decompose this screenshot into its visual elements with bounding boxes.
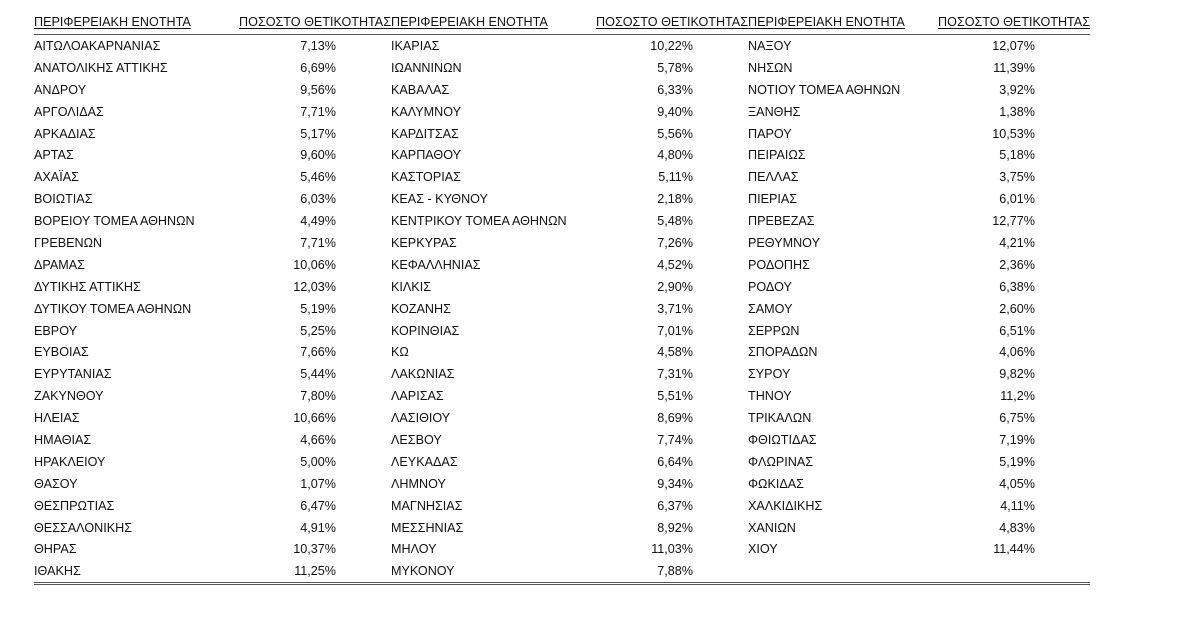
- regional-unit-cell: ΠΕΛΛΑΣ: [748, 170, 799, 185]
- table-row: [34, 101, 1090, 123]
- regional-unit-cell: ΛΑΡΙΣΑΣ: [391, 389, 444, 404]
- regional-unit-cell: ΚΑΡΔΙΤΣΑΣ: [391, 126, 459, 141]
- positivity-rate-cell: 4,58%: [657, 345, 693, 360]
- positivity-rate-cell: 6,38%: [999, 279, 1035, 294]
- positivity-rate-cell: 6,37%: [657, 498, 693, 513]
- positivity-rate-cell: 2,90%: [657, 279, 693, 294]
- positivity-rate-cell: 1,07%: [300, 476, 336, 491]
- regional-unit-cell: ΘΗΡΑΣ: [34, 542, 77, 557]
- table-row: [34, 35, 1090, 57]
- regional-unit-cell: ΘΑΣΟΥ: [34, 476, 78, 491]
- regional-unit-cell: ΣΠΟΡΑΔΩΝ: [748, 345, 818, 360]
- regional-unit-cell: ΔΥΤΙΚΟΥ ΤΟΜΕΑ ΑΘΗΝΩΝ: [34, 301, 192, 316]
- positivity-rate-cell: 2,36%: [999, 257, 1035, 272]
- positivity-rate-cell: 7,71%: [300, 104, 336, 119]
- positivity-rate-cell: 9,56%: [300, 82, 336, 97]
- regional-unit-cell: ΞΑΝΘΗΣ: [748, 104, 801, 119]
- positivity-rate-cell: 4,11%: [1000, 498, 1035, 513]
- table-row: [34, 188, 1090, 210]
- regional-unit-cell: ΑΡΚΑΔΙΑΣ: [34, 126, 96, 141]
- positivity-rate-cell: 10,22%: [650, 38, 693, 53]
- table-row: [34, 473, 1090, 495]
- regional-unit-cell: ΡΟΔΟΠΗΣ: [748, 257, 810, 272]
- regional-unit-cell: ΒΟΡΕΙΟΥ ΤΟΜΕΑ ΑΘΗΝΩΝ: [34, 214, 195, 229]
- positivity-rate-cell: 4,06%: [999, 345, 1035, 360]
- regional-unit-cell: ΑΝΑΤΟΛΙΚΗΣ ΑΤΤΙΚΗΣ: [34, 60, 168, 75]
- positivity-rate-cell: 8,92%: [657, 520, 693, 535]
- table-row: [34, 407, 1090, 429]
- table-row: [34, 254, 1090, 276]
- positivity-rate-cell: 7,66%: [300, 345, 336, 360]
- regional-unit-cell: ΑΡΤΑΣ: [34, 148, 74, 163]
- regional-unit-cell: ΛΑΣΙΘΙΟΥ: [391, 411, 451, 426]
- table-row: [34, 320, 1090, 342]
- positivity-rate-cell: 4,91%: [300, 520, 336, 535]
- positivity-rate-cell: 7,71%: [300, 235, 336, 250]
- positivity-rate-cell: 4,80%: [657, 148, 693, 163]
- positivity-rate-cell: 3,92%: [999, 82, 1035, 97]
- positivity-rate-cell: 9,82%: [999, 367, 1035, 382]
- positivity-rate-cell: 11,39%: [993, 60, 1035, 75]
- positivity-rate-cell: 7,26%: [657, 235, 693, 250]
- regional-unit-cell: ΛΗΜΝΟΥ: [391, 476, 446, 491]
- regional-unit-cell: ΦΘΙΩΤΙΔΑΣ: [748, 432, 817, 447]
- positivity-rate-cell: 5,25%: [300, 323, 336, 338]
- regional-unit-cell: ΜΕΣΣΗΝΙΑΣ: [391, 520, 464, 535]
- regional-unit-cell: ΚΑΣΤΟΡΙΑΣ: [391, 170, 461, 185]
- positivity-rate-cell: 11,2%: [1000, 389, 1035, 404]
- table-row: [34, 560, 1090, 583]
- regional-unit-cell: ΘΕΣΠΡΩΤΙΑΣ: [34, 498, 115, 513]
- positivity-rate-cell: 3,75%: [999, 170, 1035, 185]
- regional-unit-cell: ΚΕΡΚΥΡΑΣ: [391, 235, 457, 250]
- positivity-rate-cell: [928, 560, 1090, 583]
- regional-unit-cell: ΝΟΤΙΟΥ ΤΟΜΕΑ ΑΘΗΝΩΝ: [748, 82, 901, 97]
- table-row: [34, 495, 1090, 517]
- positivity-rate-cell: 7,01%: [657, 323, 693, 338]
- positivity-rate-cell: 5,00%: [300, 454, 336, 469]
- header-regional-unit: ΠΕΡΙΦΕΡΕΙΑΚΗ ΕΝΟΤΗΤΑ: [34, 12, 234, 35]
- regional-unit-cell: ΗΜΑΘΙΑΣ: [34, 432, 92, 447]
- table-row: [34, 210, 1090, 232]
- positivity-rate-cell: 10,66%: [293, 411, 336, 426]
- regional-unit-cell: ΙΘΑΚΗΣ: [34, 560, 234, 583]
- regional-unit-cell: ΛΑΚΩΝΙΑΣ: [391, 367, 455, 382]
- positivity-rate-cell: 7,31%: [657, 367, 693, 382]
- table-row: [34, 276, 1090, 298]
- positivity-rate-cell: 4,66%: [300, 432, 336, 447]
- regional-unit-cell: ΚΩ: [391, 345, 409, 360]
- regional-unit-cell: ΜΑΓΝΗΣΙΑΣ: [391, 498, 463, 513]
- header-regional-unit: ΠΕΡΙΦΕΡΕΙΑΚΗ ΕΝΟΤΗΤΑ: [748, 12, 928, 35]
- positivity-rate-cell: 2,18%: [657, 192, 693, 207]
- regional-unit-cell: ΠΡΕΒΕΖΑΣ: [748, 214, 815, 229]
- header-positivity-rate: ΠΟΣΟΣΤΟ ΘΕΤΙΚΟΤΗΤΑΣ: [234, 12, 391, 35]
- header-positivity-rate: ΠΟΣΟΣΤΟ ΘΕΤΙΚΟΤΗΤΑΣ: [928, 12, 1090, 35]
- table-row: [34, 123, 1090, 145]
- positivity-rate-cell: 6,03%: [300, 192, 336, 207]
- positivity-rate-cell: 6,75%: [999, 411, 1035, 426]
- regional-unit-cell: ΡΕΘΥΜΝΟΥ: [748, 235, 820, 250]
- regional-unit-cell: ΖΑΚΥΝΘΟΥ: [34, 389, 104, 404]
- regional-unit-cell: ΣΑΜΟΥ: [748, 301, 793, 316]
- table-row: [34, 538, 1090, 560]
- regional-unit-cell: ΧΙΟΥ: [748, 542, 778, 557]
- positivity-rate-cell: 12,07%: [992, 38, 1035, 53]
- table-row: [34, 341, 1090, 363]
- regional-unit-cell: ΔΥΤΙΚΗΣ ΑΤΤΙΚΗΣ: [34, 279, 141, 294]
- regional-unit-cell: ΚΑΛΥΜΝΟΥ: [391, 104, 462, 119]
- table-header: [34, 12, 1090, 35]
- positivity-rate-cell: 10,06%: [293, 257, 336, 272]
- regional-unit-cell: ΚΕΑΣ - ΚΥΘΝΟΥ: [391, 192, 488, 207]
- regional-unit-cell: ΚΑΒΑΛΑΣ: [391, 82, 450, 97]
- regional-unit-cell: ΔΡΑΜΑΣ: [34, 257, 85, 272]
- regional-unit-cell: ΡΟΔΟΥ: [748, 279, 792, 294]
- positivity-rate-cell: 7,19%: [999, 432, 1035, 447]
- positivity-rate-cell: 8,69%: [657, 411, 693, 426]
- header-regional-unit: ΠΕΡΙΦΕΡΕΙΑΚΗ ΕΝΟΤΗΤΑ: [391, 12, 591, 35]
- positivity-rate-cell: 9,60%: [300, 148, 336, 163]
- regional-unit-cell: ΚΕΦΑΛΛΗΝΙΑΣ: [391, 257, 481, 272]
- positivity-rate-cell: 4,21%: [999, 235, 1035, 250]
- regional-unit-cell: ΕΥΒΟΙΑΣ: [34, 345, 89, 360]
- regional-unit-cell: ΛΕΣΒΟΥ: [391, 432, 442, 447]
- regional-unit-cell: ΜΥΚΟΝΟΥ: [391, 560, 591, 583]
- table-row: [34, 57, 1090, 79]
- regional-unit-cell: ΚΕΝΤΡΙΚΟΥ ΤΟΜΕΑ ΑΘΗΝΩΝ: [391, 214, 567, 229]
- positivity-rate-cell: 4,49%: [300, 214, 336, 229]
- positivity-rate-cell: 7,13%: [300, 38, 336, 53]
- regional-unit-cell: ΚΑΡΠΑΘΟΥ: [391, 148, 462, 163]
- regional-unit-cell: ΕΒΡΟΥ: [34, 323, 77, 338]
- positivity-rate-cell: 5,51%: [657, 389, 693, 404]
- positivity-rate-cell: 11,25%: [234, 560, 391, 583]
- positivity-rate-cell: 5,48%: [657, 214, 693, 229]
- positivity-rate-cell: 6,47%: [300, 498, 336, 513]
- positivity-rate-cell: 4,52%: [657, 257, 693, 272]
- regional-unit-cell: ΑΙΤΩΛΟΑΚΑΡΝΑΝΙΑΣ: [34, 38, 161, 53]
- table-row: [34, 363, 1090, 385]
- regional-unit-cell: ΤΗΝΟΥ: [748, 389, 792, 404]
- regional-unit-cell: ΜΗΛΟΥ: [391, 542, 437, 557]
- table-row: [34, 144, 1090, 166]
- positivity-rate-cell: 4,83%: [999, 520, 1035, 535]
- regional-unit-cell: ΣΕΡΡΩΝ: [748, 323, 800, 338]
- regional-unit-cell: ΧΑΛΚΙΔΙΚΗΣ: [748, 498, 823, 513]
- positivity-rate-cell: 9,34%: [657, 476, 693, 491]
- regional-unit-cell: ΑΧΑΪΑΣ: [34, 170, 79, 185]
- header-positivity-rate: ΠΟΣΟΣΤΟ ΘΕΤΙΚΟΤΗΤΑΣ: [591, 12, 748, 35]
- positivity-rate-cell: 7,80%: [300, 389, 336, 404]
- regional-unit-cell: [748, 560, 928, 583]
- regional-unit-cell: ΚΟΖΑΝΗΣ: [391, 301, 451, 316]
- positivity-rate-cell: 9,40%: [657, 104, 693, 119]
- table-row: [34, 429, 1090, 451]
- positivity-rate-cell: 11,03%: [651, 542, 693, 557]
- positivity-rate-cell: 5,56%: [657, 126, 693, 141]
- regional-unit-cell: ΠΑΡΟΥ: [748, 126, 792, 141]
- regional-unit-cell: ΛΕΥΚΑΔΑΣ: [391, 454, 458, 469]
- regional-unit-cell: ΕΥΡΥΤΑΝΙΑΣ: [34, 367, 112, 382]
- positivity-rate-cell: 10,37%: [293, 542, 336, 557]
- positivity-rate-cell: 6,69%: [300, 60, 336, 75]
- regional-unit-cell: ΑΝΔΡΟΥ: [34, 82, 87, 97]
- regional-unit-cell: ΦΩΚΙΔΑΣ: [748, 476, 804, 491]
- regional-unit-cell: ΑΡΓΟΛΙΔΑΣ: [34, 104, 104, 119]
- table-body: [34, 35, 1090, 584]
- positivity-rate-cell: 5,44%: [300, 367, 336, 382]
- regional-unit-cell: ΠΙΕΡΙΑΣ: [748, 192, 798, 207]
- table-row: [34, 166, 1090, 188]
- positivity-rate-cell: 6,33%: [657, 82, 693, 97]
- positivity-rate-cell: 7,74%: [657, 432, 693, 447]
- positivity-rate-cell: 5,18%: [999, 148, 1035, 163]
- positivity-rate-cell: 1,38%: [999, 104, 1035, 119]
- positivity-rate-cell: 5,78%: [657, 60, 693, 75]
- positivity-rate-cell: 6,01%: [999, 192, 1035, 207]
- regional-unit-cell: ΦΛΩΡΙΝΑΣ: [748, 454, 814, 469]
- positivity-rate-cell: 11,44%: [993, 542, 1035, 557]
- positivity-rate-cell: 5,19%: [300, 301, 336, 316]
- positivity-rate-cell: 7,88%: [591, 560, 748, 583]
- regional-unit-cell: ΒΟΙΩΤΙΑΣ: [34, 192, 93, 207]
- positivity-rate-cell: 5,46%: [300, 170, 336, 185]
- positivity-rate-cell: 5,19%: [999, 454, 1035, 469]
- positivity-rate-cell: 6,51%: [999, 323, 1035, 338]
- positivity-rate-cell: 4,05%: [999, 476, 1035, 491]
- regional-unit-cell: ΘΕΣΣΑΛΟΝΙΚΗΣ: [34, 520, 132, 535]
- positivity-rate-cell: 6,64%: [657, 454, 693, 469]
- table-row: [34, 451, 1090, 473]
- positivity-rate-table: [34, 12, 1090, 585]
- regional-unit-cell: ΝΑΞΟΥ: [748, 38, 792, 53]
- positivity-rate-cell: 3,71%: [657, 301, 693, 316]
- regional-unit-cell: ΙΚΑΡΙΑΣ: [391, 38, 440, 53]
- positivity-rate-cell: 10,53%: [992, 126, 1035, 141]
- header-row: [34, 12, 1090, 35]
- regional-unit-cell: ΚΙΛΚΙΣ: [391, 279, 431, 294]
- regional-unit-cell: ΚΟΡΙΝΘΙΑΣ: [391, 323, 460, 338]
- table-row: [34, 232, 1090, 254]
- regional-unit-cell: ΗΛΕΙΑΣ: [34, 411, 80, 426]
- regional-unit-cell: ΗΡΑΚΛΕΙΟΥ: [34, 454, 106, 469]
- regional-unit-cell: ΣΥΡΟΥ: [748, 367, 791, 382]
- table-row: [34, 517, 1090, 539]
- regional-unit-cell: ΧΑΝΙΩΝ: [748, 520, 796, 535]
- positivity-rate-cell: 5,17%: [300, 126, 336, 141]
- positivity-rate-cell: 2,60%: [999, 301, 1035, 316]
- table-row: [34, 79, 1090, 101]
- table-row: [34, 298, 1090, 320]
- regional-unit-cell: ΠΕΙΡΑΙΩΣ: [748, 148, 806, 163]
- table-row: [34, 385, 1090, 407]
- positivity-rate-cell: 12,77%: [992, 214, 1035, 229]
- regional-unit-cell: ΙΩΑΝΝΙΝΩΝ: [391, 60, 462, 75]
- positivity-rate-cell: 5,11%: [658, 170, 693, 185]
- positivity-rate-cell: 12,03%: [293, 279, 336, 294]
- regional-unit-cell: ΝΗΣΩΝ: [748, 60, 793, 75]
- regional-unit-cell: ΓΡΕΒΕΝΩΝ: [34, 235, 103, 250]
- regional-unit-cell: ΤΡΙΚΑΛΩΝ: [748, 411, 812, 426]
